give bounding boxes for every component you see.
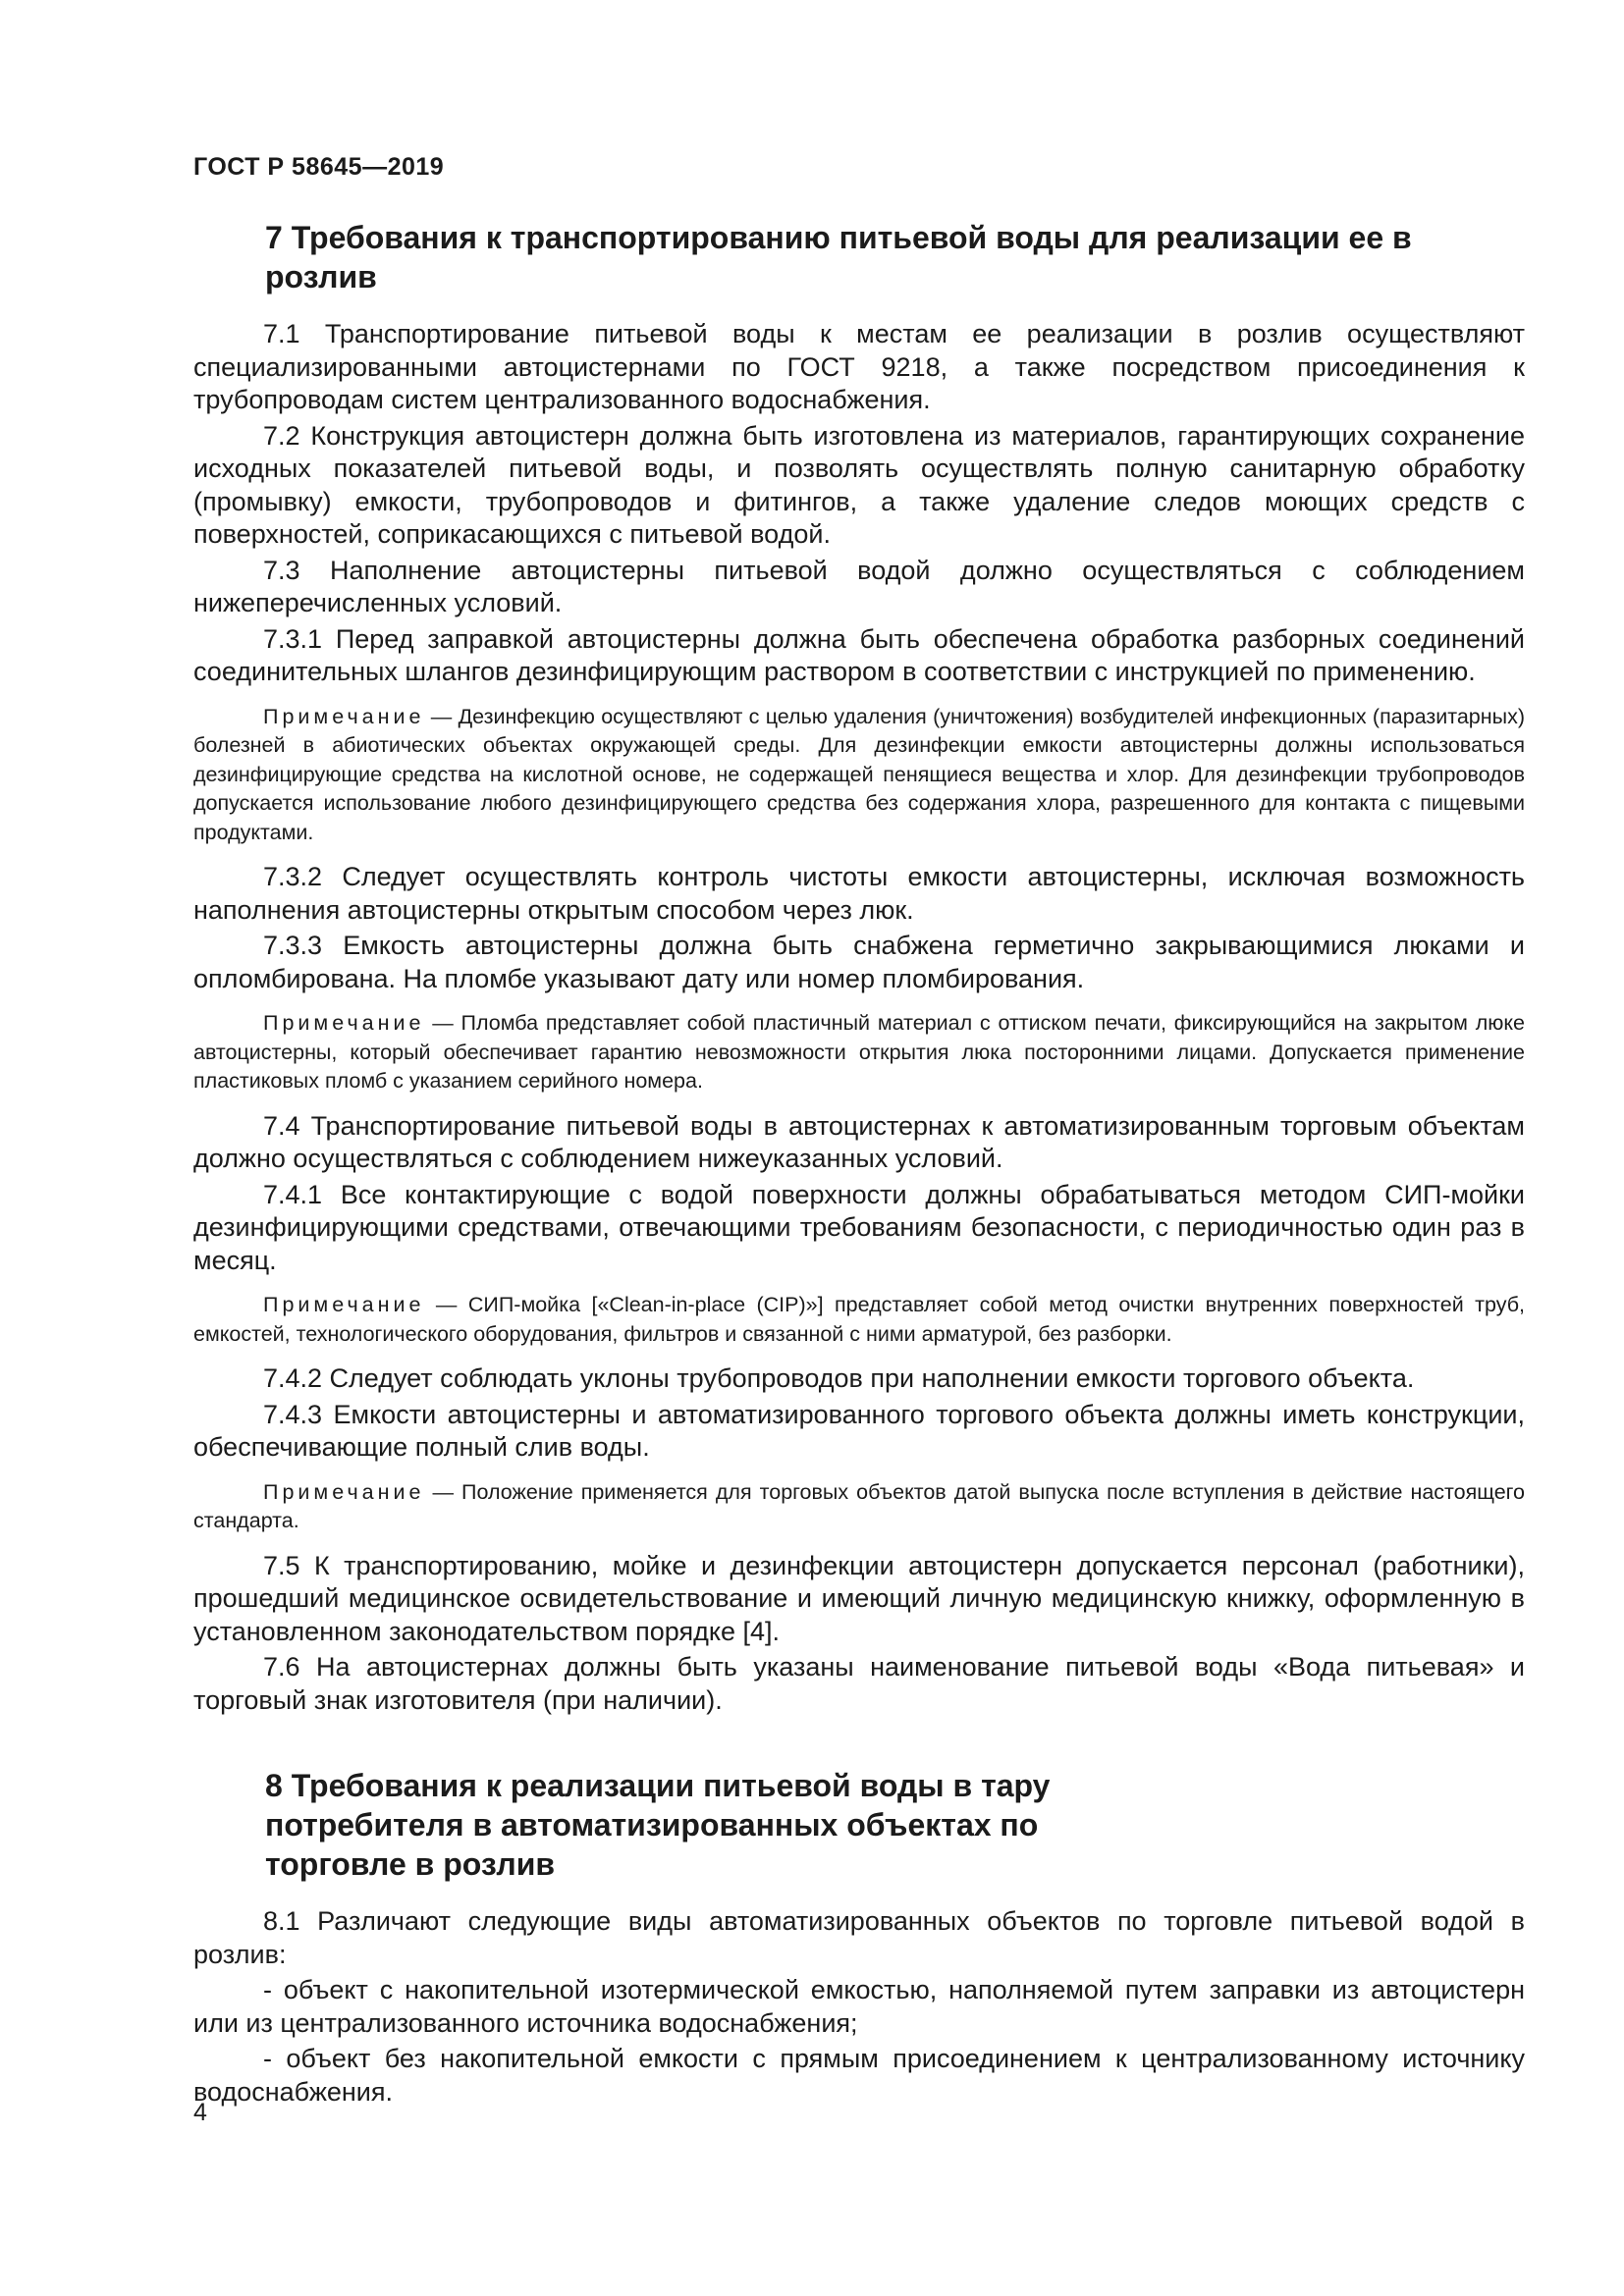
paragraph-7-2: 7.2 Конструкция автоцистерн должна быть изготовлена из материалов, гарантирующих сохранение исходных показателей питьевой воды, и позволять осуществлять полную санитарную обработку (промывку) емкости, трубопроводов и фитингов, а также удаление следов моющих средств с поверхностей, соприкасающихся с питьевой водой. <box>193 420 1525 549</box>
paragraph-7-6: 7.6 На автоцистернах должны быть указаны наименование питьевой воды «Вода питьевая» и торговый знак изготовителя (при наличии). <box>193 1652 1525 1715</box>
note-text: — СИП-мойка [«Clean-in-place (CIP)»] представляет собой метод очистки внутренних поверхностей труб, емкостей, технологического оборудования, фильтров и связанной с ними арматурой, без разборки. <box>193 1293 1525 1346</box>
paragraph-7-3-2: 7.3.2 Следует осуществлять контроль чистоты емкости автоцистерны, исключая возможность наполнения автоцистерны открытым способом через люк. <box>193 862 1525 925</box>
paragraph-7-3: 7.3 Наполнение автоцистерны питьевой водой должно осуществляться с соблюдением нижеперечисленных условий. <box>193 555 1525 617</box>
section-8-title: 8 Требования к реализации питьевой воды в тару потребителя в автоматизированных объектах по торговле в розлив <box>265 1768 1051 1882</box>
paragraph-8-1: 8.1 Различают следующие виды автоматизированных объектов по торговле питьевой водой в розлив: <box>193 1906 1525 1969</box>
page-content <box>193 218 1525 2111</box>
note-text: — Дезинфекцию осуществляют с целью удаления (уничтожения) возбудителей инфекционных (паразитарных) болезней в абиотических объектах окружающей среды. Для дезинфекции емкости автоцистерны должны использоваться дезинфицирующие средства на кислотной основе, не содержащей пенящиеся вещества и хлор. Для дезинфекции трубопроводов допускается использование любого дезинфицирующего средства без содержания хлора, разрешенного для контакта с пищевыми продуктами. <box>193 704 1525 844</box>
paragraph-7-3-1: 7.3.1 Перед заправкой автоцистерны должна быть обеспечена обработка разборных соединений соединительных шлангов дезинфицирующим раствором в соответствии с инструкцией по применению. <box>193 623 1525 686</box>
note-label: Примечание <box>263 704 425 728</box>
paragraph-7-5: 7.5 К транспортированию, мойке и дезинфекции автоцистерн допускается персонал (работники), прошедший медицинское освидетельствование и имеющий личную медицинскую книжку, оформленную в установленном законодательством порядке [4]. <box>193 1550 1525 1646</box>
note-disinfection <box>193 703 1525 848</box>
note-label: Примечание <box>263 1293 425 1316</box>
note-applicability <box>193 1478 1525 1536</box>
paragraph-7-4-2: 7.4.2 Следует соблюдать уклоны трубопроводов при наполнении емкости торгового объекта. <box>263 1363 1415 1393</box>
paragraph-7-4-3: 7.4.3 Емкости автоцистерны и автоматизированного торгового объекта должны иметь конструкции, обеспечивающие полный слив воды. <box>193 1399 1525 1462</box>
note-label: Примечание <box>263 1479 425 1504</box>
paragraph-7-1: 7.1 Транспортирование питьевой воды к местам ее реализации в розлив осуществляют специализированными автоцистернами по ГОСТ 9218, а также посредством присоединения к трубопроводам систем централизованного водоснабжения. <box>193 319 1525 414</box>
section-7-title: 7 Требования к транспортированию питьевой воды для реализации ее в розлив <box>265 220 1412 294</box>
note-label: Примечание <box>263 1011 425 1035</box>
note-seal <box>193 1009 1525 1096</box>
list-item-direct-connection-object: - объект без накопительной емкости с прямым присоединением к централизованному источнику водоснабжения. <box>193 2044 1525 2107</box>
note-text: — Положение применяется для торговых объектов датой выпуска после вступления в действие настоящего стандарта. <box>193 1479 1525 1532</box>
paragraph-7-4: 7.4 Транспортирование питьевой воды в автоцистернах к автоматизированным торговым объектам должно осуществляться с соблюдением нижеуказанных условий. <box>193 1110 1525 1173</box>
note-text: — Пломба представляет собой пластичный материал с оттиском печати, фиксирующийся на закрытом люке автоцистерны, который обеспечивает гарантию невозможности открытия люка посторонними лицами. Допускается применение пластиковых пломб с указанием серийного номера. <box>193 1011 1525 1093</box>
paragraph-7-4-1: 7.4.1 Все контактирующие с водой поверхности должны обрабатываться методом СИП-мойки дезинфицирующими средствами, отвечающими требованиям безопасности, с периодичностью один раз в месяц. <box>193 1179 1525 1275</box>
note-cip <box>193 1291 1525 1349</box>
page-number: 4 <box>193 2099 207 2126</box>
list-item-storage-object: - объект с накопительной изотермической емкостью, наполняемой путем заправки из автоцистерн или из централизованного источника водоснабжения; <box>193 1975 1525 2038</box>
document-code-header: ГОСТ Р 58645—2019 <box>193 153 445 181</box>
paragraph-7-3-3: 7.3.3 Емкость автоцистерны должна быть снабжена герметично закрывающимися люками и опломбирована. На пломбе указывают дату или номер пломбирования. <box>193 931 1525 993</box>
